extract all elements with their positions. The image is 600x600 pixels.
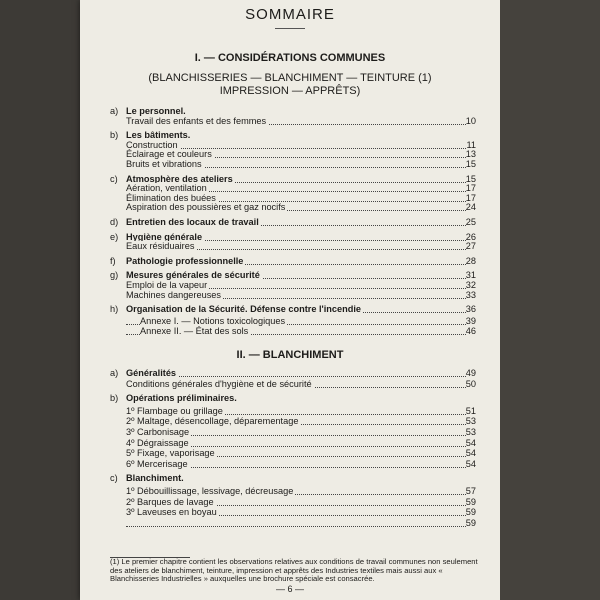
toc-page-number: 33 — [465, 289, 476, 300]
toc-page-number: 10 — [465, 115, 476, 126]
toc-row — [110, 202, 500, 213]
toc-page-number: 59 — [465, 507, 476, 518]
toc-row — [110, 406, 500, 417]
toc-page-number: 53 — [465, 416, 476, 427]
toc-item-letter: a) — [110, 106, 119, 116]
section-2-heading: II. — BLANCHIMENT — [236, 349, 344, 361]
toc-row — [110, 448, 500, 459]
background-edge — [500, 0, 600, 600]
toc-item-text: Emploi de la vapeur — [126, 280, 208, 290]
toc-page-number: 15 — [465, 173, 476, 184]
toc-item-text: Mesures générales de sécurité — [126, 270, 260, 281]
toc-item-letter: d) — [110, 217, 119, 227]
toc-page-number: 54 — [465, 437, 476, 448]
toc-page-number: 51 — [465, 405, 476, 416]
title-divider — [275, 28, 305, 29]
toc-item-letter: a) — [110, 368, 119, 378]
toc-item-text: Aération, ventilation — [126, 183, 207, 194]
toc-item-text: Atmosphère des ateliers — [126, 173, 233, 184]
toc-item-text: Généralités — [126, 368, 177, 378]
toc-page-number: 36 — [465, 304, 476, 315]
toc-page-number: 54 — [465, 448, 476, 459]
toc-item-text: Opérations préliminaires. — [126, 393, 237, 404]
toc-page-number: 13 — [465, 149, 476, 160]
toc-item-text: 5º Fixage, vaporisage — [126, 448, 215, 459]
toc-page-number: 49 — [465, 368, 476, 378]
toc-page-number: 27 — [465, 241, 476, 252]
toc-page-number: 15 — [465, 159, 476, 169]
toc-item-text: Aspiration des poussières et gaz nocifs — [126, 202, 286, 213]
toc-row — [110, 241, 500, 252]
section-1-subtitle-line2: IMPRESSION — APPRÊTS) — [219, 85, 361, 97]
toc-item-text: 3º Carbonisage — [126, 427, 190, 437]
toc-row — [110, 326, 500, 337]
toc-item-text: Machines dangereuses — [126, 289, 221, 300]
toc-item-text: Bruits et vibrations — [126, 159, 202, 169]
document-page — [80, 0, 500, 600]
toc-row — [110, 290, 500, 301]
toc-page-number: 25 — [465, 217, 476, 227]
toc-item-text: Eaux résiduaires — [126, 241, 195, 252]
toc-item-text: 6º Mercerisage — [126, 458, 188, 469]
toc-page-number: 54 — [465, 458, 476, 469]
toc-row — [110, 256, 500, 267]
toc-item-text: Annexe II. — État des sols — [140, 326, 249, 337]
toc-item-text: Les bâtiments. — [126, 130, 191, 141]
toc-item-letter: c) — [110, 473, 118, 484]
toc-row — [110, 473, 500, 484]
toc-item-text: 2º Maltage, désencollage, déparementage — [126, 416, 299, 427]
page-number: — 6 — — [275, 584, 304, 594]
toc-page-number: 50 — [465, 378, 476, 389]
toc-item-letter: e) — [110, 231, 119, 242]
toc-row — [110, 518, 500, 529]
toc-item-text: Annexe I. — Notions toxicologiques — [140, 315, 286, 326]
toc-item-text: Éclairage et couleurs — [126, 149, 212, 160]
toc-page-number: 53 — [465, 427, 476, 437]
footnote: (1) Le premier chapitre contient les observations relatives aux conditions de travail communes non seulement des ateliers de blanchiment, teinture, impression et apprêts des Industries textiles mais aussi aux « Blanchisseries Industrielles » auxquelles une brochure spéciale est consacrée. — [110, 557, 478, 583]
toc-row — [110, 159, 500, 170]
toc-row — [110, 316, 500, 327]
toc-page-number: 59 — [465, 496, 476, 507]
toc-item-text: Pathologie professionnelle — [126, 255, 244, 266]
toc-page-number: 17 — [465, 183, 476, 194]
toc-row — [110, 368, 500, 379]
toc-row — [110, 304, 500, 315]
toc-row — [110, 116, 500, 127]
toc-row — [110, 438, 500, 449]
toc-row — [110, 393, 500, 404]
toc-item-text: 2º Barques de lavage — [126, 496, 214, 507]
toc-page-number: 24 — [465, 202, 476, 213]
toc-item-text: Conditions générales d'hygiène et de sécurité — [126, 378, 312, 389]
toc-page-number: 17 — [465, 192, 476, 203]
toc-row — [110, 416, 500, 427]
page-title: SOMMAIRE — [245, 6, 335, 23]
toc-page-number: 28 — [465, 255, 476, 266]
toc-page-number: 46 — [465, 326, 476, 337]
toc-item-letter: b) — [110, 393, 119, 404]
toc-row — [110, 379, 500, 390]
toc-item-letter: f) — [110, 255, 116, 266]
toc-item-text: Le personnel. — [126, 106, 186, 116]
toc-item-letter: h) — [110, 304, 119, 315]
section-1-subtitle-line1: (BLANCHISSERIES — BLANCHIMENT — TEINTURE (1) — [148, 72, 432, 84]
toc-item-text: 1º Flambage ou grillage — [126, 405, 223, 416]
toc-row — [110, 427, 500, 438]
toc-item-text: 1º Débouillissage, lessivage, décreusage — [126, 486, 294, 496]
section-1-heading: I. — CONSIDÉRATIONS COMMUNES — [194, 52, 386, 64]
toc-item-text: Entretien des locaux de travail — [126, 217, 259, 227]
toc-item-text: Travail des enfants et des femmes — [126, 115, 267, 126]
toc-page-number: 31 — [465, 270, 476, 281]
toc-item-text: Hygiène générale — [126, 231, 203, 242]
toc-item-text: Élimination des buées — [126, 192, 216, 203]
toc-page-number: 57 — [465, 486, 476, 496]
toc-item-text: Organisation de la Sécurité. Défense contre l'incendie — [126, 304, 362, 315]
toc-item-letter: c) — [110, 173, 118, 184]
toc-row — [110, 459, 500, 470]
toc-row — [110, 507, 500, 518]
toc-row — [110, 486, 500, 497]
toc-page-number: 39 — [465, 315, 476, 326]
toc-row — [110, 497, 500, 508]
toc-row — [110, 217, 500, 228]
toc-item-text: 3º Laveuses en boyau — [126, 507, 217, 518]
toc-item-letter: b) — [110, 130, 119, 141]
toc-item-text: 4º Dégraissage — [126, 437, 189, 448]
toc-item-text: Construction — [126, 139, 178, 150]
toc-item-text: Blanchiment. — [126, 473, 184, 484]
toc-page-number: 11 — [466, 139, 476, 150]
toc-leader-dots — [126, 526, 466, 527]
toc-item-letter: g) — [110, 270, 119, 281]
toc-page-number: 26 — [465, 231, 476, 242]
toc-page-number: 32 — [465, 280, 476, 290]
toc-page-number: 59 — [465, 517, 476, 528]
